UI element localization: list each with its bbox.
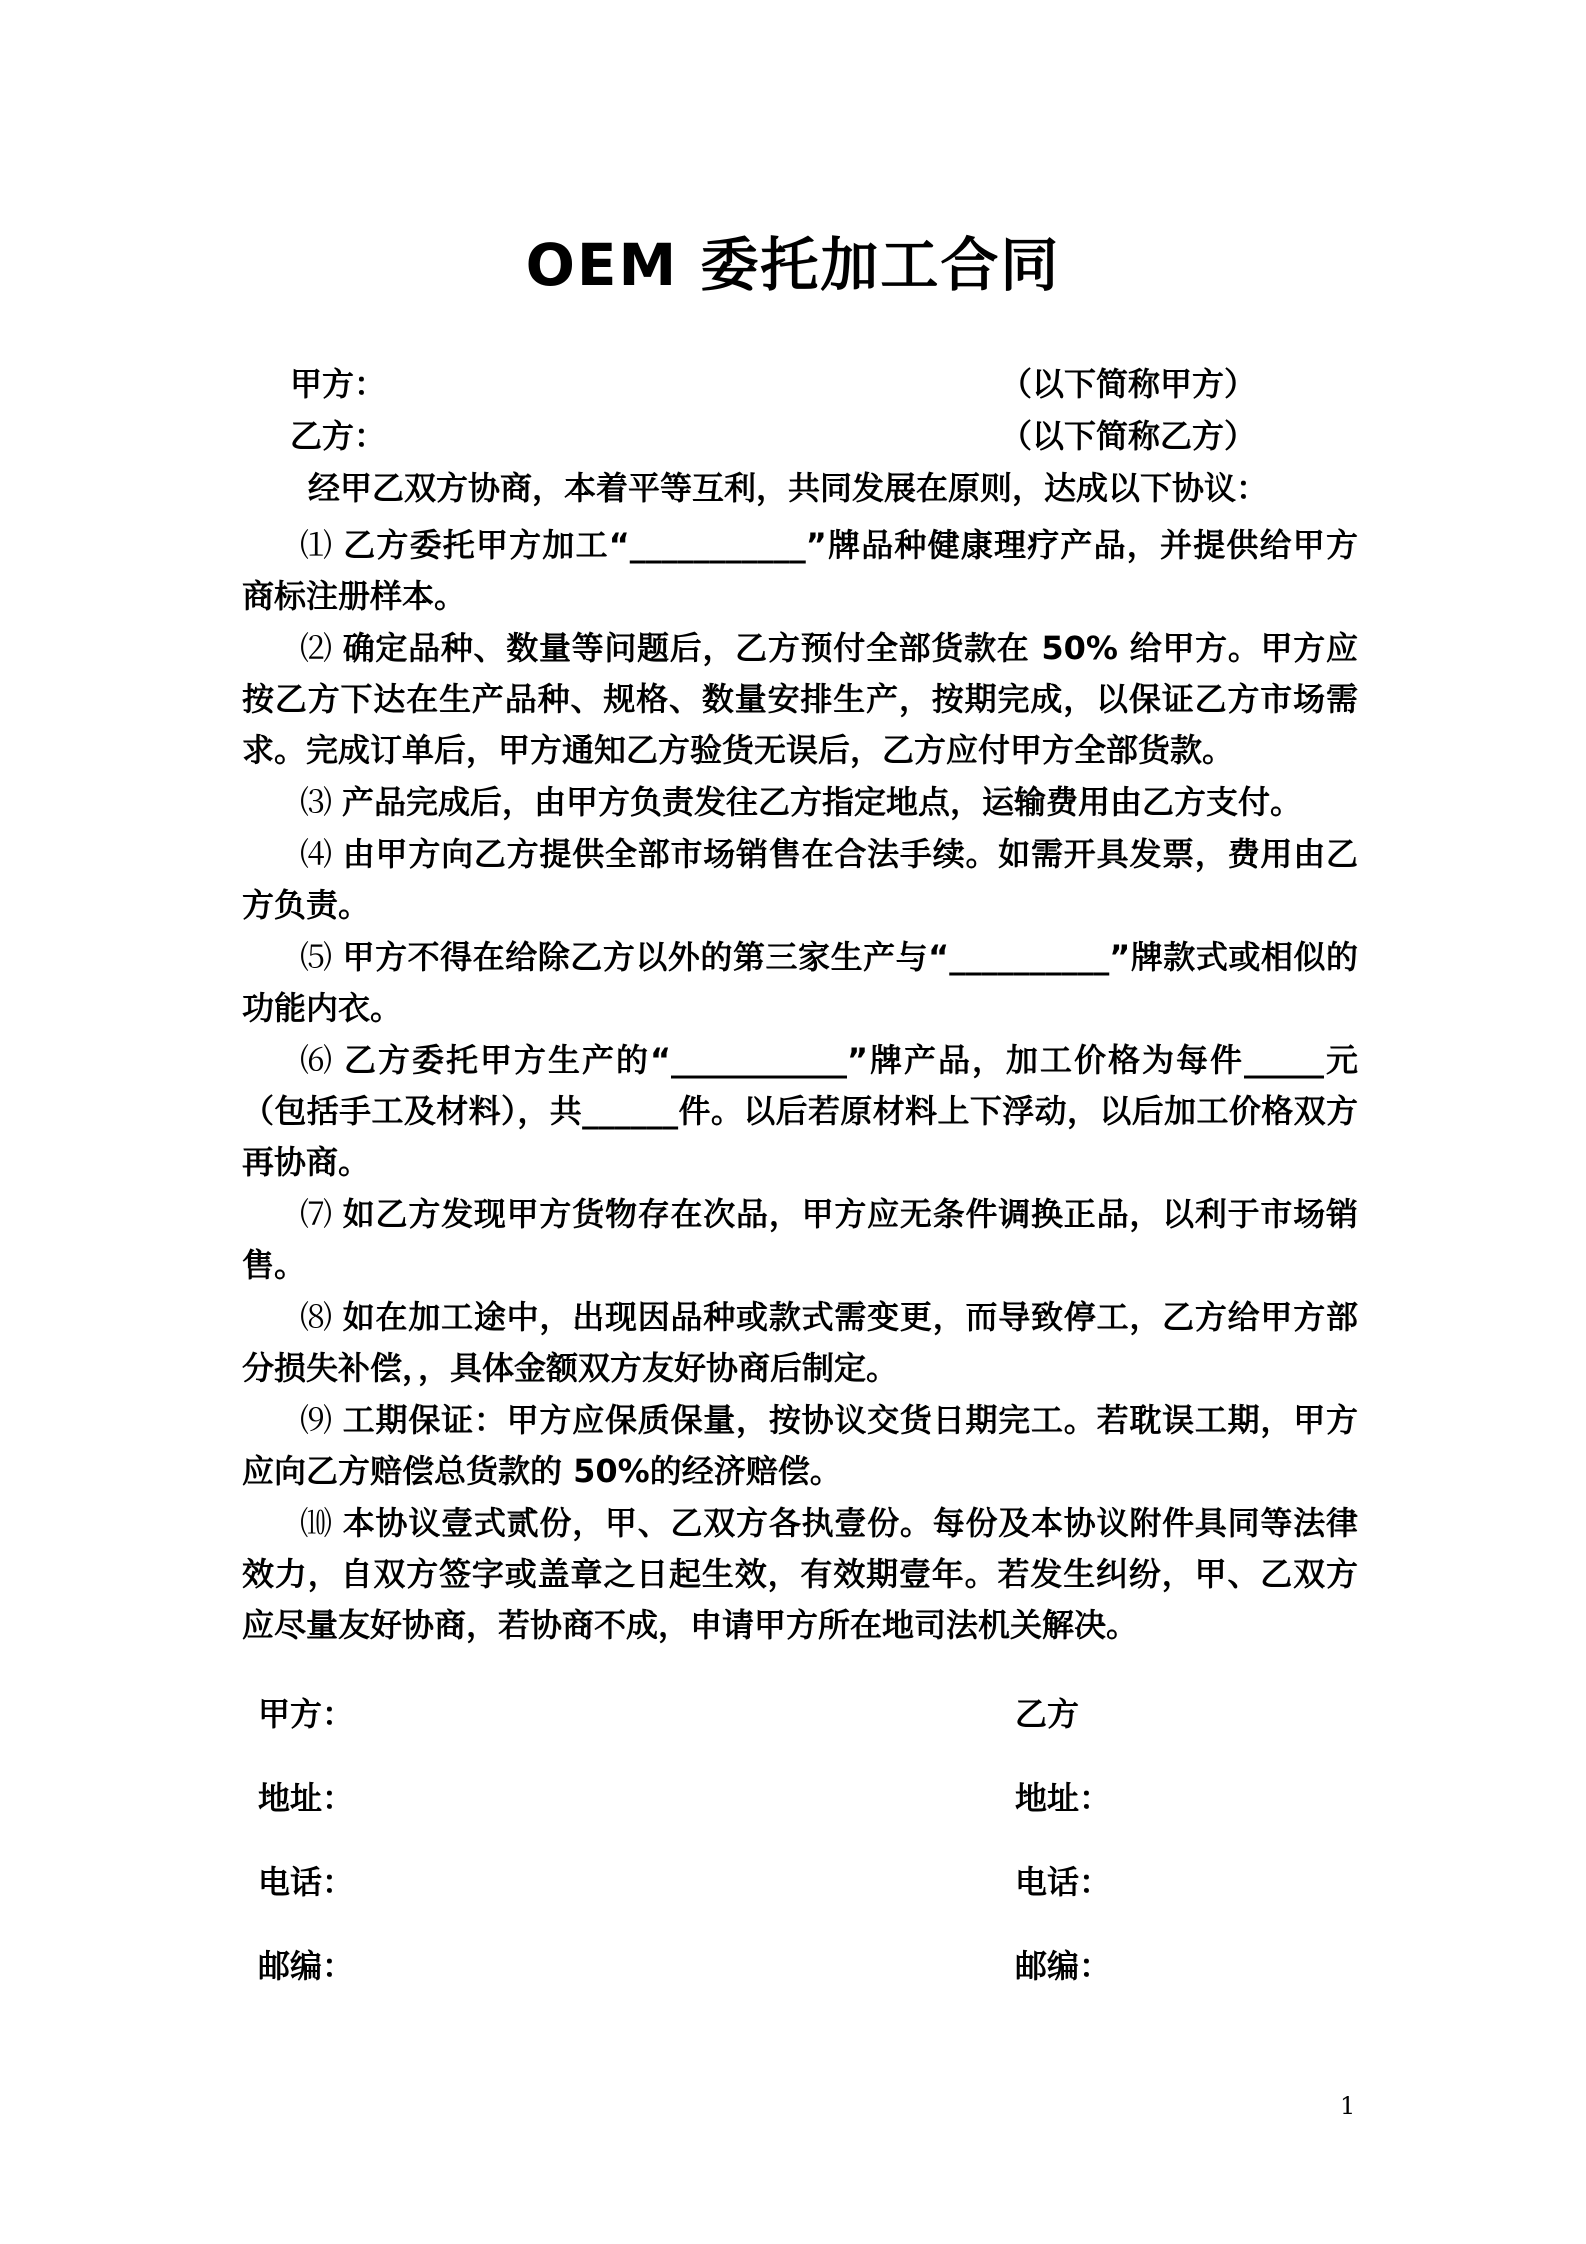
clause-6 bbox=[242, 1035, 1358, 1188]
intro-paragraph: 经甲乙双方协商，本着平等互利，共同发展在原则，达成以下协议： bbox=[308, 469, 1269, 507]
party-a-note: （以下简称甲方） bbox=[999, 365, 1256, 403]
clause-7 bbox=[242, 1189, 1358, 1291]
clause-text: 确定品种、数量等问题后，乙方预付全部货款在 50% 给甲方。甲方应按乙方下达在生产品种、规格、数量安排生产，按期完成，以保证乙方市场需求。完成订单后，甲方通知乙方验货无误后，乙方应付甲方全部货款。 bbox=[242, 629, 1358, 769]
clause-text: 甲方不得在给除乙方以外的第三家生产与“__________”牌款式或相似的功能内衣。 bbox=[242, 938, 1358, 1027]
clause-text: 产品完成后，由甲方负责发往乙方指定地点，运输费用由乙方支付。 bbox=[342, 783, 1303, 821]
sign-party-a-postcode: 邮编： bbox=[258, 1947, 355, 1985]
clause-text: 乙方委托甲方生产的“___________”牌产品，加工价格为每件_____元（包括手工及材料），共______件。以后若原材料上下浮动，以后加工价格双方再协商。 bbox=[242, 1041, 1358, 1181]
clause-2 bbox=[242, 623, 1358, 776]
party-a-line bbox=[290, 358, 1256, 410]
clause-9 bbox=[242, 1395, 1358, 1497]
clause-1 bbox=[242, 520, 1358, 622]
party-b-note: （以下简称乙方） bbox=[999, 417, 1256, 455]
page-title: OEM 委托加工合同 bbox=[525, 231, 1061, 299]
clause-number: ⑵ bbox=[300, 629, 333, 667]
clause-number: ⑶ bbox=[300, 783, 333, 821]
clause-number: ⑺ bbox=[300, 1195, 333, 1233]
clause-number: ⑸ bbox=[300, 938, 333, 976]
clause-3 bbox=[242, 777, 1358, 828]
clause-4 bbox=[242, 829, 1358, 931]
clause-5 bbox=[242, 932, 1358, 1034]
page-number: 1 bbox=[1340, 2092, 1356, 2120]
clause-text: 本协议壹式贰份，甲、乙双方各执壹份。每份及本协议附件具同等法律效力，自双方签字或盖章之日起生效，有效期壹年。若发生纠纷，甲、乙双方应尽量友好协商，若协商不成，申请甲方所在地司法机关解决。 bbox=[242, 1504, 1358, 1644]
clause-number: ⑹ bbox=[300, 1041, 334, 1079]
sign-party-a-phone: 电话： bbox=[258, 1863, 355, 1901]
clause-text: 工期保证：甲方应保质保量，按协议交货日期完工。若耽误工期，甲方应向乙方赔偿总货款的 50%的经济赔偿。 bbox=[242, 1401, 1358, 1490]
clause-number: ⑷ bbox=[300, 835, 333, 873]
clause-text: 如在加工途中，出现因品种或款式需变更，而导致停工，乙方给甲方部分损失补偿，，具体金额双方友好协商后制定。 bbox=[242, 1298, 1358, 1387]
sign-party-a-address: 地址： bbox=[258, 1779, 355, 1817]
sign-party-b-label: 乙方 bbox=[1015, 1695, 1080, 1733]
clause-number: ⑻ bbox=[300, 1298, 333, 1336]
sign-party-b-postcode: 邮编： bbox=[1015, 1947, 1112, 1985]
clause-8 bbox=[242, 1292, 1358, 1394]
sign-party-b-phone: 电话： bbox=[1015, 1863, 1112, 1901]
party-a-label: 甲方： bbox=[290, 365, 387, 403]
party-b-label: 乙方： bbox=[290, 417, 387, 455]
clause-list bbox=[242, 520, 1358, 1652]
clause-number: ⑽ bbox=[300, 1504, 333, 1542]
clause-text: 乙方委托甲方加工“___________”牌品种健康理疗产品，并提供给甲方商标注册样本。 bbox=[242, 526, 1358, 615]
clause-text: 由甲方向乙方提供全部市场销售在合法手续。如需开具发票，费用由乙方负责。 bbox=[242, 835, 1358, 924]
sign-party-a-label: 甲方： bbox=[258, 1695, 355, 1733]
clause-10 bbox=[242, 1498, 1358, 1651]
clause-number: ⑴ bbox=[300, 526, 334, 564]
sign-party-b-address: 地址： bbox=[1015, 1779, 1112, 1817]
clause-number: ⑼ bbox=[300, 1401, 333, 1439]
party-b-line bbox=[290, 410, 1256, 462]
clause-text: 如乙方发现甲方货物存在次品，甲方应无条件调换正品，以利于市场销售。 bbox=[242, 1195, 1358, 1284]
